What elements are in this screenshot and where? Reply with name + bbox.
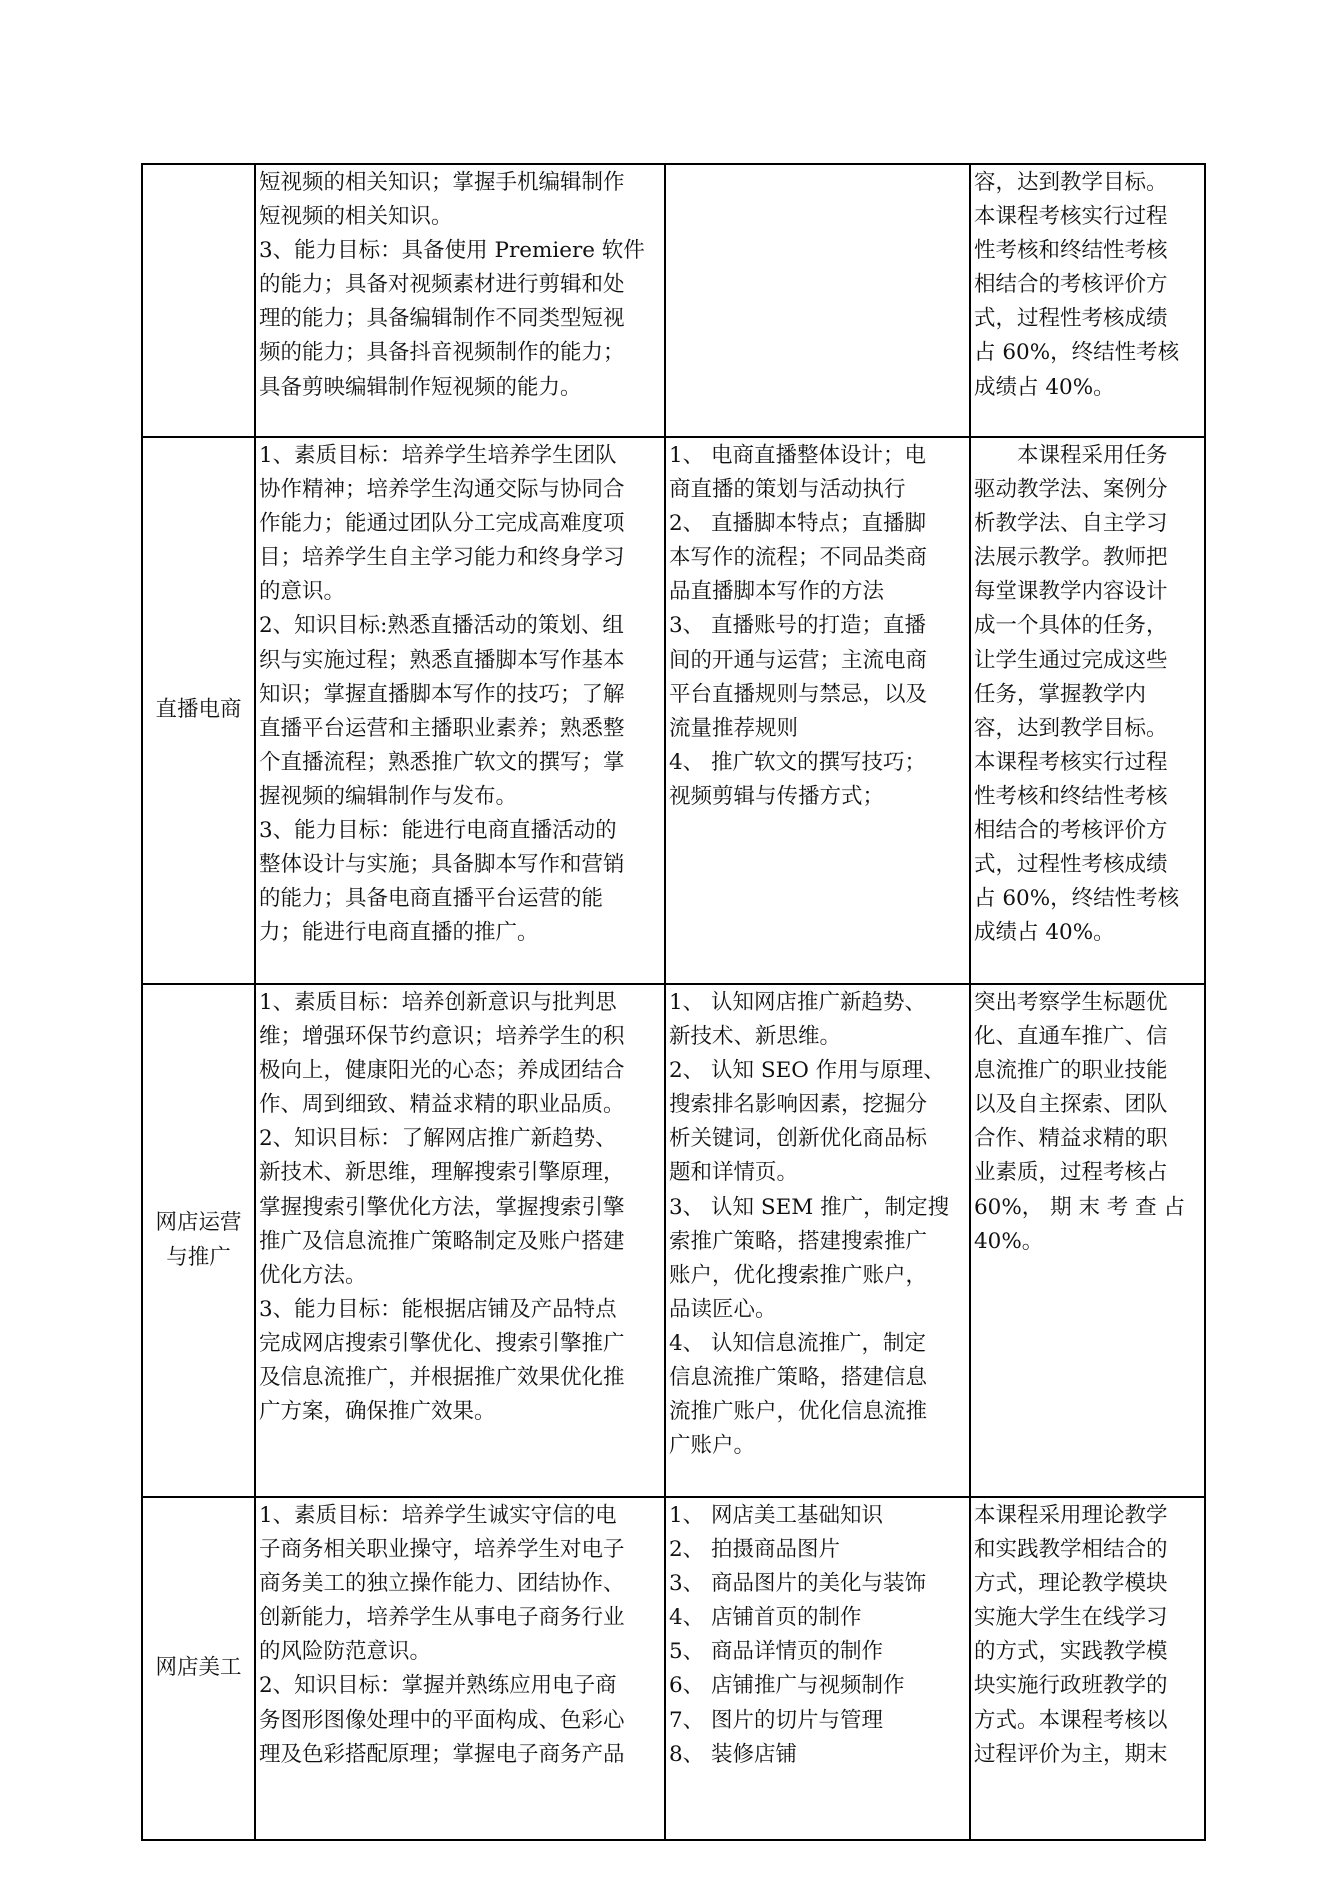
cell-text-line: 搜索排名影响因素，挖掘分: [669, 1092, 928, 1118]
course-content-cell: [665, 164, 970, 437]
cell-text-line: 突出考察学生标题优: [974, 990, 1168, 1015]
course-name-cell: [142, 437, 255, 984]
cell-text-line: 1、 认知网店推广新趋势、: [669, 990, 927, 1015]
cell-text-line: 短视频的相关知识；掌握手机编辑制作: [259, 170, 625, 195]
cell-text-line: 容，达到教学目标。: [974, 170, 1168, 195]
cell-text-line: 5、 商品详情页的制作: [669, 1639, 884, 1665]
cell-text-line: 频的能力；具备抖音视频制作的能力；: [259, 340, 625, 366]
cell-text-line: 维；增强环保节约意识；培养学生的积: [259, 1024, 625, 1050]
cell-text-line: 相结合的考核评价方: [974, 818, 1168, 844]
cell-text-line: 方式，理论教学模块: [974, 1571, 1168, 1597]
cell-text-line: 7、 图片的切片与管理: [669, 1707, 884, 1733]
cell-text-line: 2、知识目标：掌握并熟练应用电子商: [259, 1673, 617, 1699]
teaching-method-cell: [970, 1497, 1205, 1840]
cell-text-line: 2、知识目标：了解网店推广新趋势、: [259, 1126, 617, 1152]
cell-text-line: 本写作的流程；不同品类商: [669, 545, 928, 571]
cell-text-line: 本课程采用理论教学: [974, 1503, 1168, 1528]
cell-text-line: 驱动教学法、案例分: [974, 477, 1168, 503]
cell-text-line: 网店运营: [155, 1210, 242, 1236]
cell-text-line: 的意识。: [259, 579, 346, 605]
cell-text-line: 握视频的编辑制作与发布。: [259, 783, 518, 809]
teaching-method-cell: [970, 437, 1205, 984]
cell-text-line: 让学生通过完成这些: [974, 647, 1168, 673]
cell-text-line: 理及色彩搭配原理；掌握电子商务产品: [259, 1741, 625, 1767]
cell-text-line: 1、 网店美工基础知识: [669, 1503, 884, 1528]
course-goals-cell: [255, 164, 665, 437]
course-goals-cell: [255, 1497, 665, 1840]
cell-text-line: 6、 店铺推广与视频制作: [669, 1673, 905, 1699]
cell-text-line: 网店美工: [155, 1655, 242, 1681]
cell-text-line: 力；能进行电商直播的推广。: [259, 920, 539, 946]
cell-text-line: 新技术、新思维。: [669, 1024, 842, 1050]
cell-text-line: 3、 认知 SEM 推广，制定搜: [669, 1194, 950, 1220]
cell-text-line: 4、 店铺首页的制作: [669, 1605, 862, 1631]
cell-text-line: 和实践教学相结合的: [974, 1537, 1168, 1563]
table-row: [142, 164, 1205, 437]
cell-text-line: 直播平台运营和主播职业素养；熟悉整: [259, 715, 625, 741]
cell-text-line: 及信息流推广，并根据推广效果优化推: [259, 1365, 625, 1391]
cell-text-line: 式，过程性考核成绩: [974, 852, 1168, 878]
cell-text-line: 实施大学生在线学习: [974, 1605, 1168, 1631]
cell-text-line: 以及自主探索、团队: [974, 1092, 1168, 1118]
table-body: [142, 164, 1205, 1840]
cell-text-line: 商务美工的独立操作能力、团结协作、: [259, 1571, 625, 1597]
cell-text-line: 析教学法、自主学习: [974, 511, 1168, 537]
cell-text-line: 4、 认知信息流推广，制定: [669, 1330, 927, 1356]
cell-text-line: 作能力；能通过团队分工完成高难度项: [259, 511, 625, 537]
cell-text-line: 3、 商品图片的美化与装饰: [669, 1571, 927, 1597]
cell-text-line: 的能力；具备电商直播平台运营的能: [259, 886, 604, 912]
cell-text-line: 具备剪映编辑制作短视频的能力。: [259, 374, 582, 400]
cell-text-line: 任务，掌握教学内: [974, 681, 1147, 707]
teaching-method-cell: [970, 164, 1205, 437]
course-content-cell: [665, 984, 970, 1497]
cell-text-line: 掌握搜索引擎优化方法，掌握搜索引擎: [259, 1194, 625, 1220]
cell-text-line: 4、 推广软文的撰写技巧；: [669, 749, 927, 775]
cell-text-line: 1、素质目标：培养创新意识与批判思: [259, 990, 617, 1015]
cell-text-line: 容，达到教学目标。: [974, 715, 1168, 741]
cell-text-line: 3、能力目标：能进行电商直播活动的: [259, 818, 617, 844]
cell-text-line: 理的能力；具备编辑制作不同类型短视: [259, 306, 625, 332]
cell-text-line: 织与实施过程；熟悉直播脚本写作基本: [259, 647, 625, 673]
cell-text-line: 的能力；具备对视频素材进行剪辑和处: [259, 272, 625, 298]
cell-text-line: 广账户。: [669, 1433, 756, 1459]
cell-text-line: 业素质，过程考核占: [974, 1160, 1168, 1186]
cell-text-line: 1、 电商直播整体设计；电: [669, 443, 927, 468]
cell-text-line: 1、素质目标：培养学生培养学生团队: [259, 443, 617, 468]
table-row: [142, 437, 1205, 984]
cell-text-line: 本课程考核实行过程: [974, 204, 1168, 230]
cell-text-line: 广方案，确保推广效果。: [259, 1399, 496, 1425]
cell-text-line: 务图形图像处理中的平面构成、色彩心: [259, 1707, 625, 1733]
cell-text-line: 3、 直播账号的打造；直播: [669, 613, 927, 639]
cell-text-line: 完成网店搜索引擎优化、搜索引擎推广: [259, 1330, 625, 1356]
cell-text-line: 整体设计与实施；具备脚本写作和营销: [259, 852, 625, 878]
cell-text-line: 占 60%，终结性考核: [974, 340, 1180, 366]
cell-text-line: 品读匠心。: [669, 1296, 777, 1322]
cell-text-line: 短视频的相关知识。: [259, 204, 453, 230]
cell-text-line: 流量推荐规则: [669, 715, 799, 741]
cell-text-line: 的方式，实践教学模: [974, 1639, 1168, 1665]
cell-text-line: 法展示教学。教师把: [974, 545, 1168, 571]
teaching-method-cell: [970, 984, 1205, 1497]
cell-text-line: 的风险防范意识。: [259, 1639, 432, 1665]
cell-text-line: 推广及信息流推广策略制定及账户搭建: [259, 1228, 625, 1254]
cell-text-line: 2、 拍摄商品图片: [669, 1537, 841, 1563]
cell-text-line: 品直播脚本写作的方法: [669, 579, 885, 605]
course-content-cell: [665, 437, 970, 984]
cell-text-line: 2、知识目标:熟悉直播活动的策划、组: [259, 613, 624, 639]
cell-text-line: 成绩占 40%。: [974, 374, 1115, 400]
cell-text-line: 商直播的策划与活动执行: [669, 477, 906, 503]
course-table: [141, 163, 1206, 1841]
cell-text-line: 直播电商: [155, 697, 242, 723]
cell-text-line: 相结合的考核评价方: [974, 272, 1168, 298]
cell-text-line: 60%， 期 末 考 查 占: [974, 1194, 1185, 1220]
cell-text-line: 题和详情页。: [669, 1160, 799, 1186]
cell-text-line: 创新能力，培养学生从事电子商务行业: [259, 1605, 625, 1631]
cell-text-line: 2、 直播脚本特点；直播脚: [669, 511, 927, 537]
cell-text-line: 与推广: [166, 1244, 231, 1270]
cell-text-line: 3、能力目标：能根据店铺及产品特点: [259, 1296, 617, 1322]
cell-text-line: 账户，优化搜索推广账户，: [669, 1262, 928, 1288]
cell-text-line: 知识；掌握直播脚本写作的技巧；了解: [259, 681, 625, 707]
cell-text-line: 本课程考核实行过程: [974, 749, 1168, 775]
cell-text-line: 优化方法。: [259, 1262, 367, 1288]
cell-text-line: 8、 装修店铺: [669, 1741, 798, 1767]
cell-text-line: 合作、精益求精的职: [974, 1126, 1168, 1152]
cell-text-line: 息流推广的职业技能: [974, 1058, 1168, 1084]
cell-text-line: 占 60%，终结性考核: [974, 886, 1180, 912]
cell-text-line: 化、直通车推广、信: [974, 1024, 1168, 1050]
cell-text-line: 平台直播规则与禁忌，以及: [669, 681, 928, 707]
course-content-cell: [665, 1497, 970, 1840]
cell-text-line: 流推广账户，优化信息流推: [669, 1399, 928, 1425]
cell-text-line: 3、能力目标：具备使用 Premiere 软件: [259, 238, 645, 264]
cell-text-line: 目；培养学生自主学习能力和终身学习: [259, 545, 625, 571]
cell-text-line: 性考核和终结性考核: [974, 238, 1168, 264]
course-name-cell: [142, 984, 255, 1497]
course-name-cell: [142, 1497, 255, 1840]
course-goals-cell: [255, 437, 665, 984]
cell-text-line: 间的开通与运营；主流电商: [669, 647, 928, 673]
table-row: [142, 1497, 1205, 1840]
cell-text-line: 性考核和终结性考核: [974, 783, 1168, 809]
cell-text-line: 过程评价为主，期末: [974, 1741, 1168, 1767]
cell-text-line: 析关键词，创新优化商品标: [669, 1126, 928, 1152]
cell-text-line: 2、 认知 SEO 作用与原理、: [669, 1058, 945, 1084]
cell-text-line: 本课程采用任务: [1017, 443, 1168, 468]
cell-text-line: 方式。本课程考核以: [974, 1707, 1168, 1733]
cell-text-line: 新技术、新思维，理解搜索引擎原理，: [259, 1160, 625, 1186]
cell-text-line: 式，过程性考核成绩: [974, 306, 1168, 332]
cell-text-line: 索推广策略，搭建搜索推广: [669, 1228, 928, 1254]
table-row: [142, 984, 1205, 1497]
cell-text-line: 个直播流程；熟悉推广软文的撰写；掌: [259, 749, 625, 775]
cell-text-line: 协作精神；培养学生沟通交际与协同合: [259, 477, 625, 503]
cell-text-line: 块实施行政班教学的: [974, 1673, 1168, 1699]
course-goals-cell: [255, 984, 665, 1497]
cell-text-line: 信息流推广策略，搭建信息: [669, 1365, 928, 1391]
cell-text-line: 40%。: [974, 1228, 1044, 1254]
cell-text-line: 视频剪辑与传播方式；: [669, 783, 885, 809]
cell-text-line: 极向上，健康阳光的心态；养成团结合: [259, 1058, 625, 1084]
cell-text-line: 成一个具体的任务，: [974, 613, 1168, 639]
cell-text-line: 作、周到细致、精益求精的职业品质。: [259, 1092, 625, 1118]
cell-text-line: 1、素质目标：培养学生诚实守信的电: [259, 1503, 617, 1528]
course-name-cell: [142, 164, 255, 437]
cell-text-line: 每堂课教学内容设计: [974, 579, 1168, 605]
cell-text-line: 子商务相关职业操守，培养学生对电子: [259, 1537, 625, 1563]
cell-text-line: 成绩占 40%。: [974, 920, 1115, 946]
